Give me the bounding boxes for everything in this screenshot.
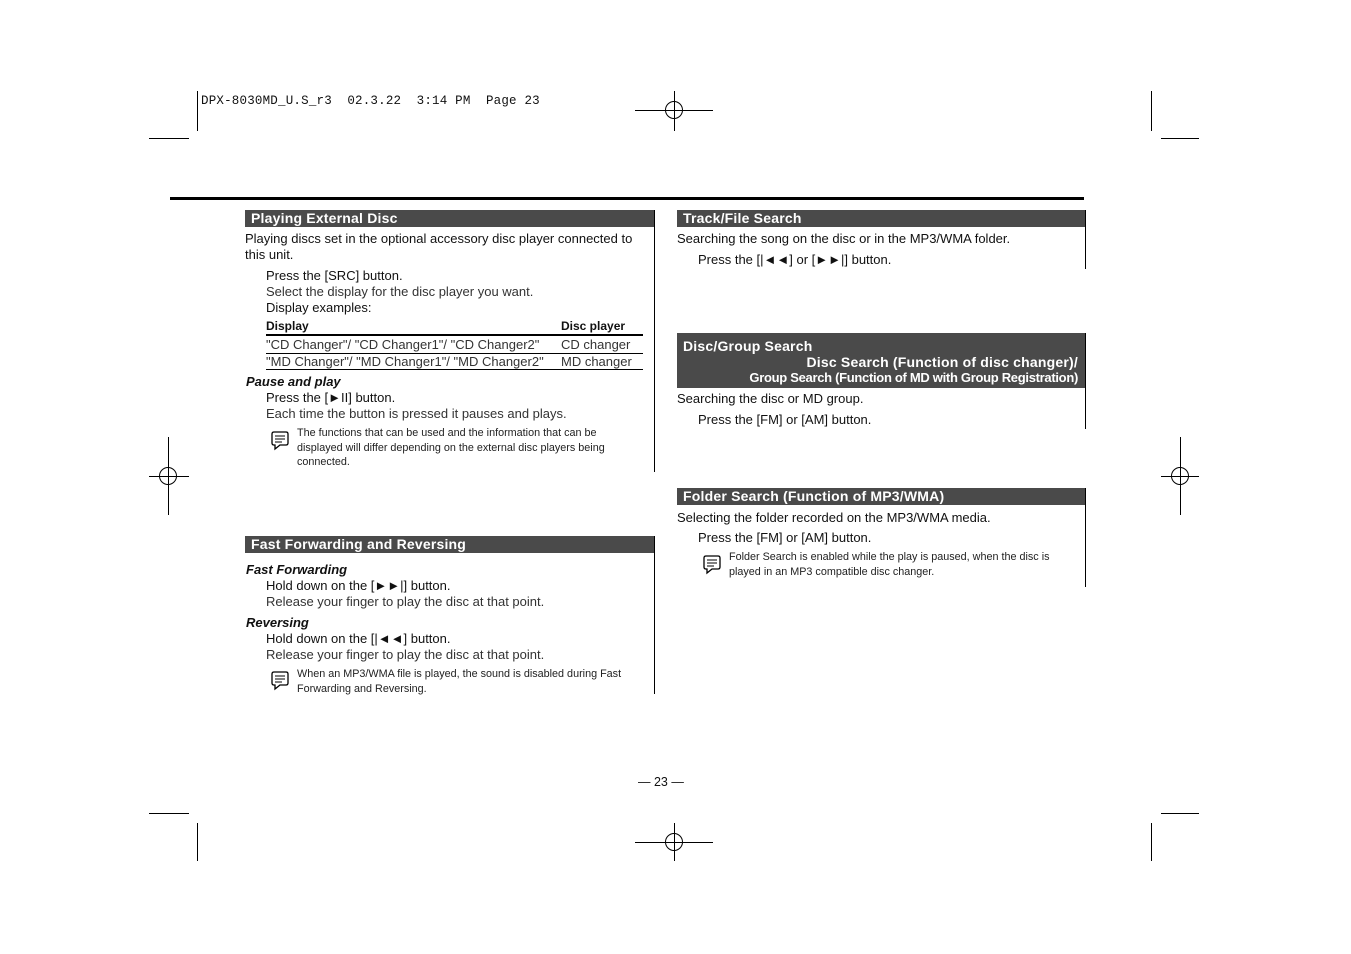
print-slug: DPX-8030MD_U.S_r3 02.3.22 3:14 PM Page 23	[201, 94, 540, 108]
page-number: — 23 —	[638, 775, 684, 789]
section-heading: Playing External Disc	[245, 210, 655, 227]
top-rule	[170, 197, 1084, 200]
step-text: Press the [|◄◄] or [►►|] button.	[698, 252, 892, 267]
step-desc: Release your finger to play the disc at that point.	[266, 594, 545, 609]
intro-text: Playing discs set in the optional accessory disc player connected to this unit.	[245, 231, 633, 262]
column-divider	[1085, 333, 1086, 429]
column-divider	[1085, 210, 1086, 269]
table-cell: "CD Changer"/ "CD Changer1"/ "CD Changer2"	[266, 337, 540, 352]
table-cell: CD changer	[561, 337, 631, 352]
step-text: Press the [►II] button.	[266, 390, 396, 405]
subheading: Fast Forwarding	[246, 562, 348, 577]
step-text: Press the [SRC] button.	[266, 268, 403, 283]
subheading: Reversing	[246, 615, 309, 630]
crop-mark	[197, 91, 198, 131]
step-desc: Each time the button is pressed it pauses and plays.	[266, 406, 567, 421]
section-heading: Folder Search (Function of MP3/WMA)	[677, 488, 1086, 505]
section-heading: Fast Forwarding and Reversing	[245, 536, 655, 553]
section-desc: Searching the song on the disc or in the MP3/WMA folder.	[677, 231, 1011, 246]
column-divider	[1085, 488, 1086, 587]
table-header: Display	[266, 319, 309, 333]
note-text: The functions that can be used and the information that can be displayed will differ depending on the external disc players being connected.	[297, 427, 605, 468]
crop-mark	[197, 823, 198, 861]
section-desc: Selecting the folder recorded on the MP3/WMA media.	[677, 510, 991, 525]
crop-mark	[149, 138, 189, 139]
subheading: Pause and play	[246, 374, 341, 389]
crop-mark	[1161, 813, 1199, 814]
step-text: Press the [FM] or [AM] button.	[698, 412, 872, 427]
note-memo-icon	[269, 670, 291, 692]
note-text: Folder Search is enabled while the play is paused, when the disc is played in an MP3 compatible disc changer.	[729, 551, 1050, 578]
column-divider	[654, 210, 655, 472]
crop-mark	[1151, 91, 1152, 131]
table-cell: "MD Changer"/ "MD Changer1"/ "MD Changer2"	[266, 354, 544, 369]
step-text: Hold down on the [|◄◄] button.	[266, 631, 451, 646]
crop-mark	[149, 813, 189, 814]
step-text: Hold down on the [►►|] button.	[266, 578, 451, 593]
section-heading: Track/File Search	[677, 210, 1086, 227]
section-desc: Searching the disc or MD group.	[677, 391, 864, 406]
step-desc: Release your finger to play the disc at that point.	[266, 647, 545, 662]
crop-mark	[1151, 823, 1152, 861]
table-cell: MD changer	[561, 354, 632, 369]
note-text: When an MP3/WMA file is played, the sound is disabled during Fast Forwarding and Reversing.	[297, 668, 622, 695]
section-heading: Disc/Group Search Disc Search (Function of disc changer)/ Group Search (Function of MD with Group Registration)	[677, 333, 1086, 388]
table-header: Disc player	[561, 319, 626, 333]
note-memo-icon	[269, 430, 291, 452]
note-memo-icon	[701, 554, 723, 576]
column-divider	[654, 536, 655, 694]
step-text: Press the [FM] or [AM] button.	[698, 530, 872, 545]
examples-label: Display examples:	[266, 300, 372, 315]
crop-mark	[1161, 138, 1199, 139]
step-desc: Select the display for the disc player you want.	[266, 284, 534, 299]
